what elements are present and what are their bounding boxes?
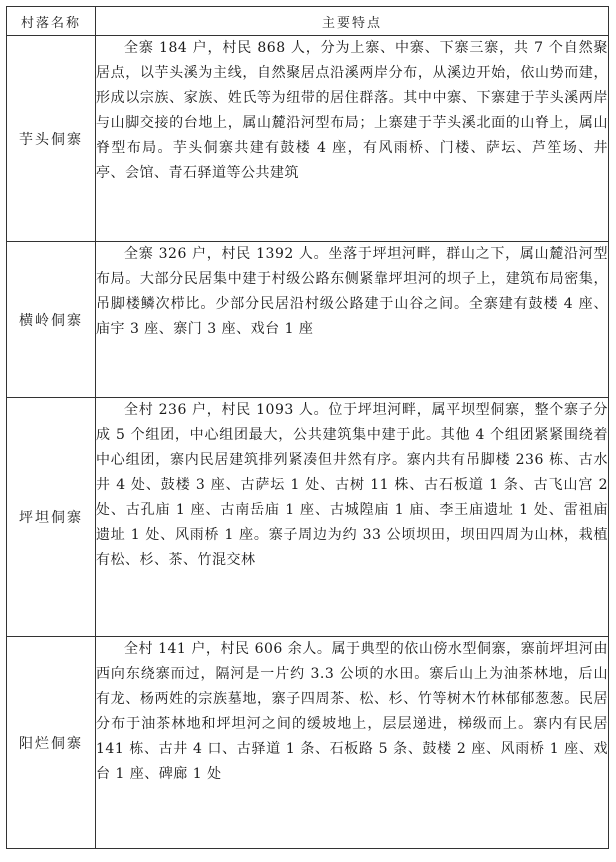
header-main-features: 主要特点 xyxy=(96,7,609,36)
table-row xyxy=(7,398,609,637)
village-name: 横岭侗寨 xyxy=(7,242,96,398)
village-features-table xyxy=(6,6,609,849)
village-description: 全寨 326 户，村民 1392 人。坐落于坪坦河畔，群山之下，属山麓沿河型布局。大部分民居集中建于村级公路东侧紧靠坪坦河的坝子上，建筑布局密集，吊脚楼鳞次栉比。少部分民居沿村级公路建于山谷之间。全寨建有鼓楼 4 座、庙宇 3 座、寨门 3 座、戏台 1 座 xyxy=(96,242,609,398)
table-header-row xyxy=(7,7,609,36)
header-village-name: 村落名称 xyxy=(7,7,96,36)
village-name: 芋头侗寨 xyxy=(7,36,96,242)
village-name: 阳烂侗寨 xyxy=(7,637,96,849)
village-description: 全村 236 户，村民 1093 人。位于坪坦河畔，属平坝型侗寨，整个寨子分成 5 个组团，中心组团最大，公共建筑集中建于此。其他 4 个组团紧紧围绕着中心组团，寨内民居建筑排列紧凑但井然有序。寨内共有吊脚楼 236 栋、古水井 4 处、鼓楼 3 座、古萨坛 1 处、古树 11 株、古石板道 1 条、古飞山宫 2 处、古孔庙 1 座、古南岳庙 1 座、古城隍庙 1 庙、李王庙遗址 1 处、雷祖庙遗址 1 处、风雨桥 1 座。寨子周边为约 33 公顷坝田，坝田四周为山林，栽植有松、杉、茶、竹混交林 xyxy=(96,398,609,637)
village-name: 坪坦侗寨 xyxy=(7,398,96,637)
table-row xyxy=(7,36,609,242)
village-description: 全寨 184 户，村民 868 人，分为上寨、中寨、下寨三寨，共 7 个自然聚居点，以芋头溪为主线，自然聚居点沿溪两岸分布，从溪边开始，依山势而建，形成以宗族、家族、姓氏等为纽带的居住群落。其中中寨、下寨建于芋头溪两岸与山脚交接的台地上，属山麓沿河型布局；上寨建于芋头溪北面的山脊上，属山脊型布局。芋头侗寨共建有鼓楼 4 座，有风雨桥、门楼、萨坛、芦笙场、井亭、会馆、青石驿道等公共建筑 xyxy=(96,36,609,242)
table-row xyxy=(7,637,609,849)
table-row xyxy=(7,242,609,398)
village-description: 全村 141 户，村民 606 余人。属于典型的依山傍水型侗寨，寨前坪坦河由西向东绕寨而过，隔河是一片约 3.3 公顷的水田。寨后山上为油茶林地，后山有龙、杨两姓的宗族墓地，寨子四周茶、松、杉、竹等树木竹林郁郁葱葱。民居分布于油茶林地和坪坦河之间的缓坡地上，层层递进，梯级而上。寨内有民居 141 栋、古井 4 口、古驿道 1 条、石板路 5 条、鼓楼 2 座、风雨桥 1 座、戏台 1 座、碑廊 1 处 xyxy=(96,637,609,849)
